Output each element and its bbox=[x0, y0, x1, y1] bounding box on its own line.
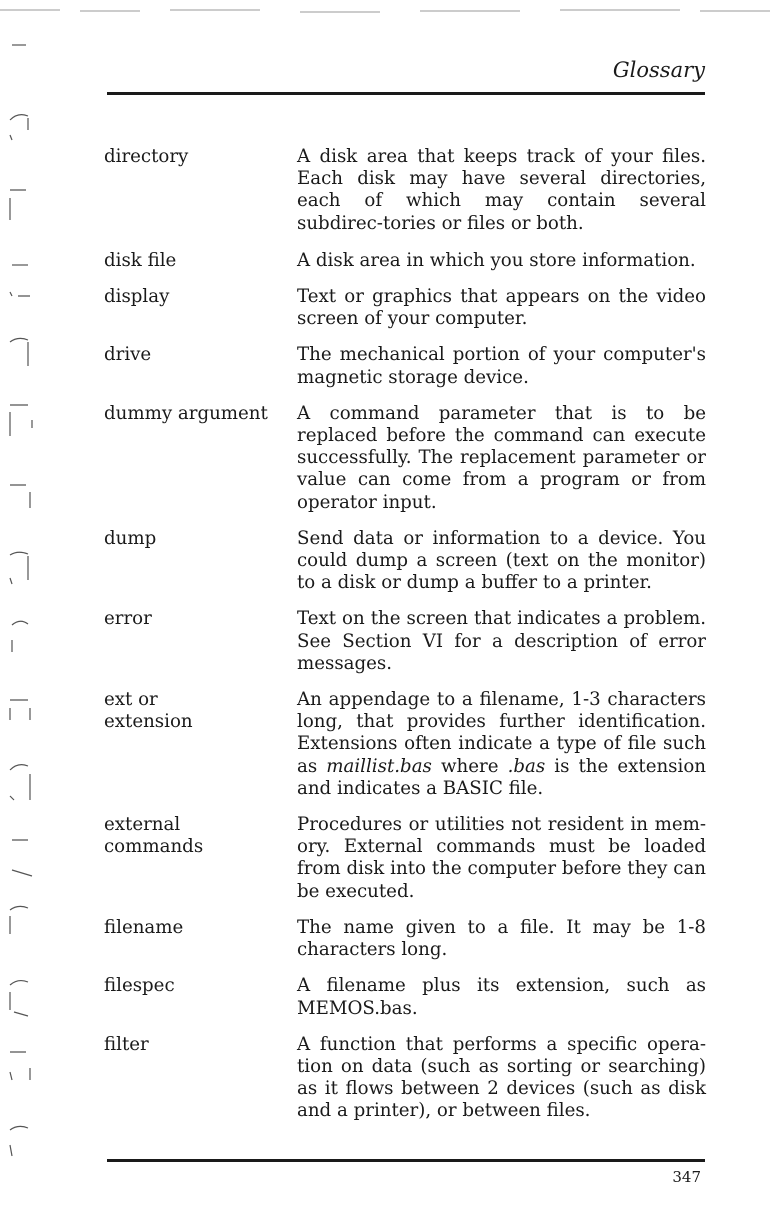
glossary-entry bbox=[104, 344, 706, 388]
page-number: 347 bbox=[672, 1168, 701, 1186]
glossary-definition: A disk area in which you store information. bbox=[297, 249, 696, 271]
glossary-entry bbox=[104, 917, 706, 961]
glossary-entry bbox=[104, 975, 706, 1019]
definition-text: An appendage to a filename, 1-3 characters long, that provides further identification. Extensions often indicate a type of file such as bbox=[297, 689, 706, 777]
glossary-entry bbox=[104, 689, 706, 800]
glossary-entry bbox=[104, 1034, 706, 1123]
glossary-definition: The name given to a file. It may be 1-8 characters long. bbox=[297, 916, 706, 961]
definition-text: is the extension and indicates a BASIC file. bbox=[297, 755, 706, 799]
glossary-term: display bbox=[104, 286, 170, 308]
glossary-entry bbox=[104, 814, 706, 903]
glossary-definition: A disk area that keeps track of your files. Each disk may have several directories, each of which may contain several subdirec-tories or files or both. bbox=[297, 146, 706, 234]
glossary-term: ext or extension bbox=[104, 689, 193, 733]
glossary-entry bbox=[104, 528, 706, 595]
glossary-entry bbox=[104, 250, 706, 272]
scan-edge-noise bbox=[0, 0, 777, 8]
example-filename: maillist.bas bbox=[326, 755, 432, 777]
glossary-entry bbox=[104, 403, 706, 514]
glossary-term: external commands bbox=[104, 814, 204, 858]
glossary-definition: Text on the screen that indicates a problem. See Section VI for a description of error messages. bbox=[297, 608, 706, 674]
glossary-definition: Text or graphics that appears on the video screen of your computer. bbox=[297, 286, 706, 330]
glossary-definition bbox=[297, 689, 706, 800]
glossary-term: dummy argument bbox=[104, 402, 268, 424]
header-rule bbox=[107, 92, 705, 95]
glossary-list bbox=[104, 146, 706, 1123]
glossary-term: dump bbox=[104, 527, 157, 549]
binding-hole-marks bbox=[0, 0, 40, 1217]
glossary-definition: A filename plus its extension, such as MEMOS.bas. bbox=[297, 975, 706, 1019]
glossary-term: error bbox=[104, 608, 152, 630]
footer-rule bbox=[107, 1159, 705, 1162]
glossary-entry bbox=[104, 146, 706, 235]
page-header-title: Glossary bbox=[612, 58, 705, 82]
glossary-definition: A command parameter that is to be replaced before the command can execute successfully. The replacement parameter or value can come from a program or from operator input. bbox=[297, 402, 706, 513]
glossary-term: directory bbox=[104, 146, 189, 167]
glossary-term: filter bbox=[104, 1033, 149, 1055]
glossary-definition: A function that performs a specific opera-tion on data (such as sorting or searching) as it flows between 2 devices (such as disk and a printer), or between files. bbox=[297, 1033, 706, 1122]
glossary-term: filename bbox=[104, 916, 184, 938]
glossary-definition: Send data or information to a device. You could dump a screen (text on the monitor) to a disk or dump a buffer to a printer. bbox=[297, 527, 706, 594]
definition-text: where bbox=[431, 755, 508, 777]
glossary-definition: Procedures or utilities not resident in mem-ory. External commands must be loaded from disk into the computer before they can be executed. bbox=[297, 814, 706, 902]
glossary-definition: The mechanical portion of your computer's magnetic storage device. bbox=[297, 344, 706, 388]
glossary-term: drive bbox=[104, 344, 152, 366]
glossary-entry bbox=[104, 286, 706, 330]
example-extension: .bas bbox=[507, 755, 546, 777]
glossary-entry bbox=[104, 608, 706, 675]
glossary-term: filespec bbox=[104, 975, 175, 997]
glossary-term: disk file bbox=[104, 249, 177, 271]
